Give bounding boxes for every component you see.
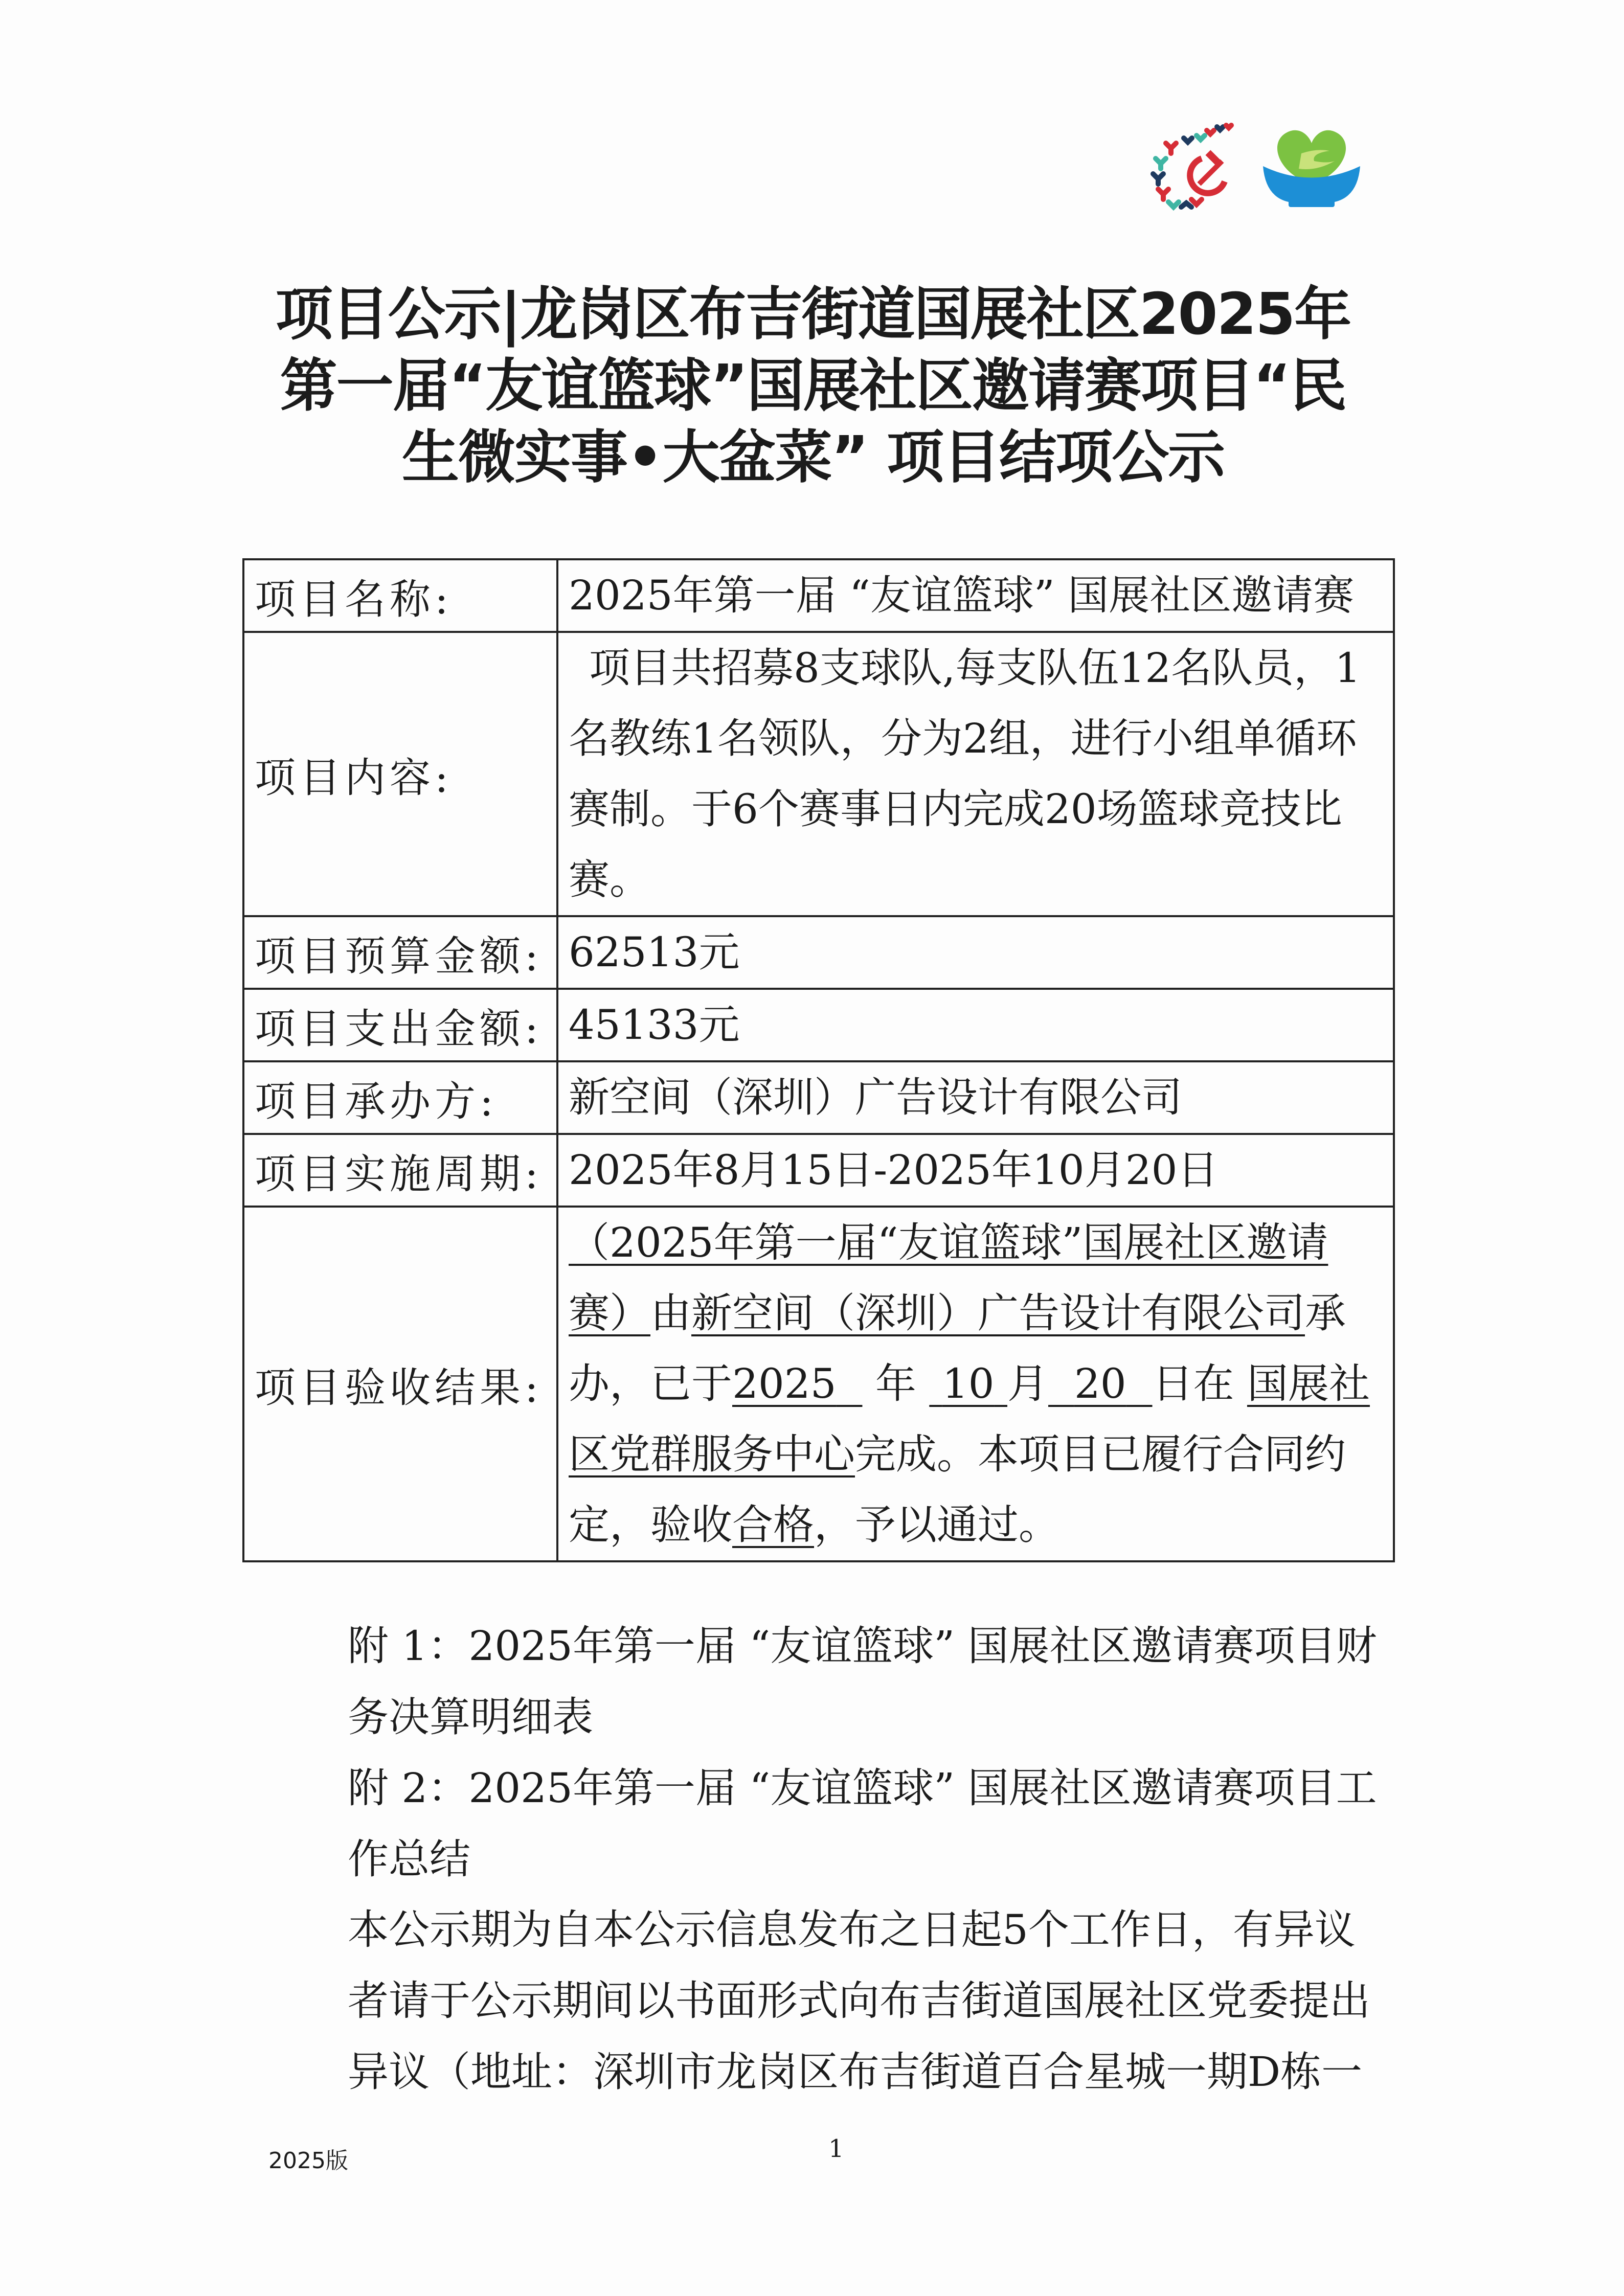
title-line-1: 项目公示|龙岗区布吉街道国展社区2025年 [275,281,1351,348]
row-value: 2025年第一届 “友谊篮球” 国展社区邀请赛 [557,559,1394,632]
notice-paragraph [261,1894,1386,2107]
row-value: 2025年8月15日-2025年10月20日 [557,1134,1394,1207]
table-row-acceptance-result [243,1207,1394,1561]
result-by: 由 [650,1289,691,1337]
result-undertake: 承办，已于 [569,1289,1346,1407]
minsheng-bowl-logo-icon [1258,112,1365,215]
result-day: 20 [1074,1360,1126,1407]
table-row-budget [243,916,1394,989]
row-value: 新空间（深圳）广告设计有限公司 [557,1061,1394,1134]
table-row-expenditure [243,989,1394,1061]
result-project-name: （2025年第一届“友谊篮球”国展社区邀请赛） [569,1219,1328,1337]
row-label: 项目预算金额: [243,916,557,989]
project-info-table [242,558,1395,1562]
row-label: 项目支出金额: [243,989,557,1061]
result-place: 国展社区党群服务中心 [569,1360,1370,1478]
row-value [557,1207,1394,1561]
row-value: 45133元 [557,989,1394,1061]
result-end: ，予以通过。 [814,1501,1059,1549]
page-number: 1 [828,2134,844,2163]
attachment-1 [261,1610,1386,1753]
title-line-2: 第一届“友谊篮球”国展社区邀请赛项目“民 [280,353,1346,419]
result-month: 10 [942,1360,995,1407]
table-row-organizer [243,1061,1394,1134]
row-label: 项目验收结果: [243,1207,557,1561]
row-value [557,632,1394,916]
header-logos [1145,112,1370,215]
result-year-unit: 年 [875,1360,916,1407]
table-row-project-content [243,632,1394,916]
attachment-1-text: 附 1：2025年第一届 “友谊篮球” 国展社区邀请赛项目财务决算明细表 [348,1622,1377,1741]
attachment-2-text: 附 2：2025年第一届 “友谊篮球” 国展社区邀请赛项目工作总结 [348,1764,1377,1883]
row-label: 项目承办方: [243,1061,557,1134]
result-year: 2025 [732,1360,837,1407]
content-text: 项目共招募8支球队,每支队伍12名队员，1名教练1名领队，分为2组，进行小组单循环赛制。于6个赛事日内完成20场篮球竞技比赛。 [569,644,1361,903]
row-label: 项目实施周期: [243,1134,557,1207]
result-month-unit: 月 [1007,1360,1048,1407]
result-completed: 完成。本项目已履行合同约定，验收 [569,1430,1346,1549]
table-row-period [243,1134,1394,1207]
result-day-unit: 日在 [1152,1360,1234,1407]
title-line-3: 生微实事•大盆菜” 项目结项公示 [401,424,1225,491]
row-label: 项目内容: [243,632,557,916]
row-value: 62513元 [557,916,1394,989]
attachment-2 [261,1753,1386,1895]
table-row-project-name [243,559,1394,632]
row-label: 项目名称: [243,559,557,632]
notice-text: 本公示期为自本公示信息发布之日起5个工作日，有异议者请于公示期间以书面形式向布吉街道国展社区党委提出异议（地址：深圳市龙岗区布吉街道百合星城一期D栋一 [348,1906,1370,2096]
footer-version: 2025版 [268,2148,348,2174]
party-heart-logo-icon [1145,112,1248,215]
page-title [240,279,1386,493]
result-organizer: 新空间（深圳）广告设计有限公司 [691,1289,1305,1337]
result-verdict: 合格 [732,1501,814,1549]
